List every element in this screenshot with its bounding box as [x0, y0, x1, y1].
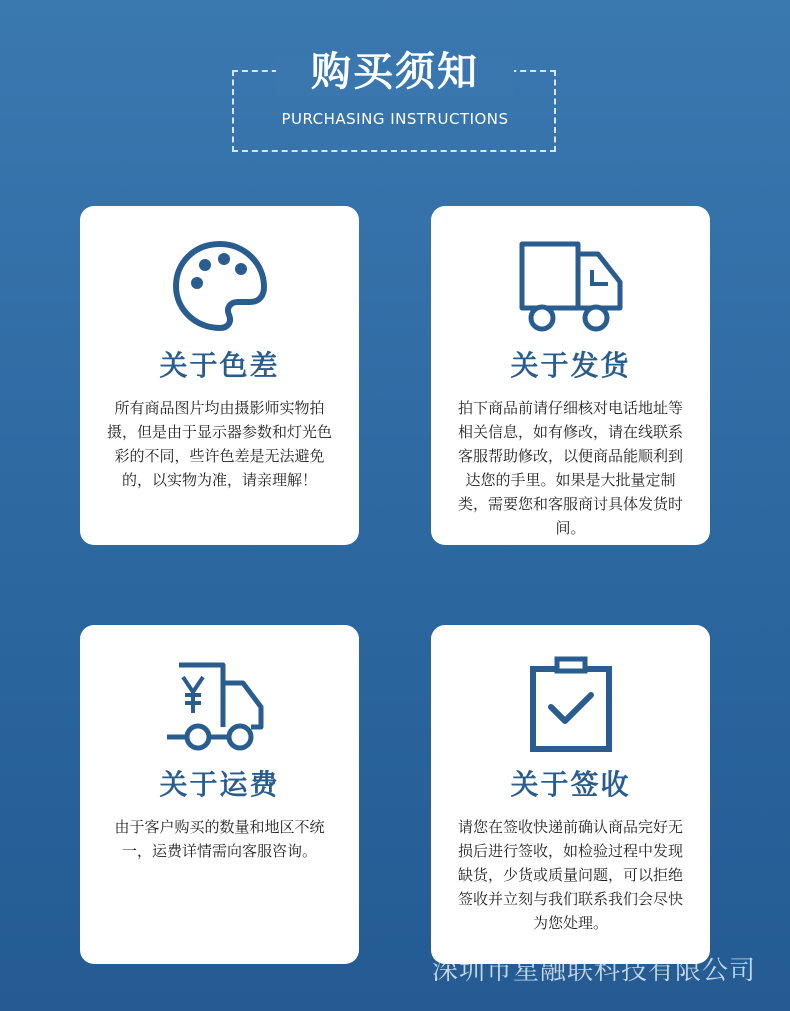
card-shipping-fee: [80, 625, 359, 964]
company-watermark: 深圳市星融联科技有限公司: [431, 956, 756, 986]
page-subtitle: PURCHASING INSTRUCTIONS: [281, 110, 509, 128]
card-body: 由于客户购买的数量和地区不统一，运费详情需向客服咨询。: [114, 818, 325, 860]
clipboard-check-icon: [431, 655, 710, 755]
yen-truck-icon: [80, 655, 359, 755]
palette-icon: [80, 236, 359, 336]
card-body: 所有商品图片均由摄影师实物拍摄，但是由于显示器参数和灯光色彩的不同，些许色差是无法避免的，以实物为准，请亲理解！: [106, 399, 332, 489]
card-sign-for: [431, 625, 710, 964]
card-title: 关于签收: [510, 768, 631, 801]
card-shipping: [431, 206, 710, 545]
card-body: 请您在签收快递前确认商品完好无损后进行签收，如检验过程中发现缺货，少货或质量问题，可以拒绝签收并立刻与我们联系我们会尽快为您处理。: [457, 818, 683, 932]
card-title: 关于运费: [159, 768, 280, 801]
card-title: 关于发货: [510, 349, 631, 382]
card-color-difference: [80, 206, 359, 545]
card-title: 关于色差: [159, 349, 280, 382]
delivery-truck-icon: [431, 236, 710, 336]
page-title: 购买须知: [311, 49, 479, 95]
card-body: 拍下商品前请仔细核对电话地址等相关信息，如有修改，请在线联系客服帮助修改，以便商品能顺利到达您的手里。如果是大批量定制类，需要您和客服商讨具体发货时间。: [457, 399, 683, 537]
